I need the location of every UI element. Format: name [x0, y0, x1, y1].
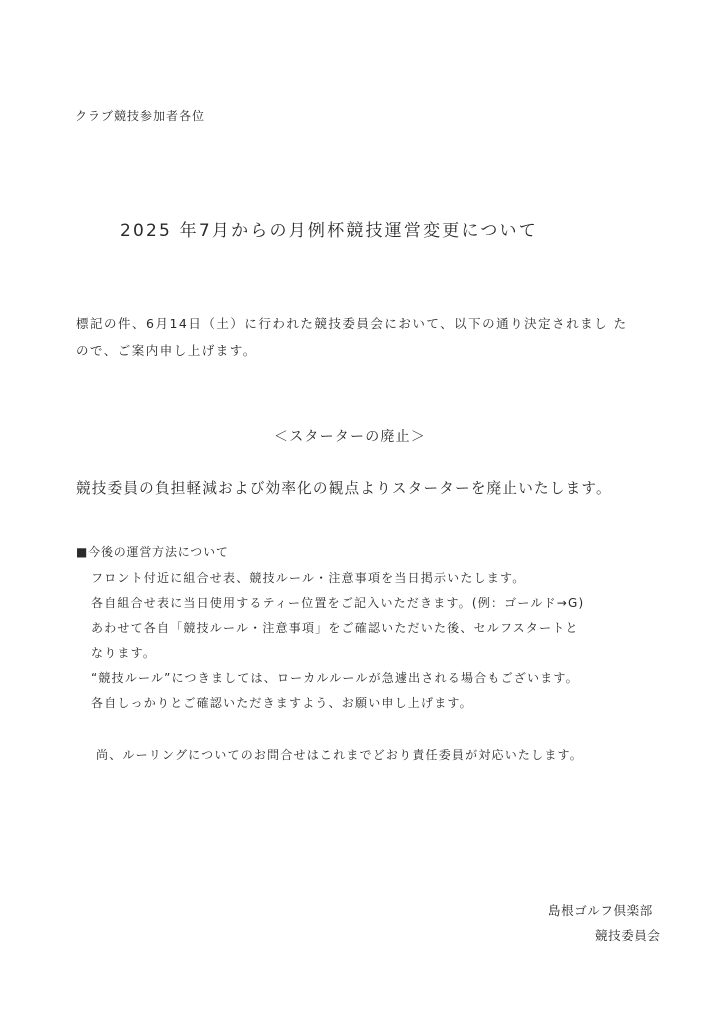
operation-heading: ■今後の運営方法について [76, 545, 229, 559]
ruling-note: 尚、ルーリングについてのお問合せはこれまでどおり責任委員が対応いたします。 [96, 748, 583, 762]
operation-line-4: なります。 [91, 646, 157, 660]
operation-line-2: 各自組合せ表に当日使用するティー位置をご記入いただきます。(例：ゴールド→G) [91, 596, 585, 610]
organization-name: 島根ゴルフ倶楽部 [548, 903, 653, 918]
operation-line-3: あわせて各自「競技ルール・注意事項」をご確認いただいた後、セルフスタートと [91, 621, 579, 635]
operation-line-6: 各自しっかりとご確認いただきますよう、お願い申し上げます。 [91, 696, 473, 710]
section-heading: ＜スターターの廃止＞ [274, 429, 426, 445]
document-title: 2025 年7月からの月例杯競技運営変更について [120, 221, 538, 241]
intro-paragraph-line-2: ので、ご案内申し上げます。 [76, 343, 257, 358]
committee-name: 競技委員会 [595, 928, 661, 943]
addressee-line: クラブ競技参加者各位 [75, 109, 206, 123]
main-statement: 競技委員の負担軽減および効率化の観点よりスターターを廃止いたします。 [76, 480, 612, 497]
operation-line-1: フロント付近に組合せ表、競技ルール・注意事項を当日掲示いたします。 [91, 571, 526, 585]
intro-paragraph-line-1: 標記の件、6月14日（土）に行われた競技委員会において、以下の通り決定されまし た [76, 316, 628, 331]
operation-line-5: “競技ルール”につきましては、ローカルルールが急遽出される場合もございます。 [91, 671, 579, 685]
